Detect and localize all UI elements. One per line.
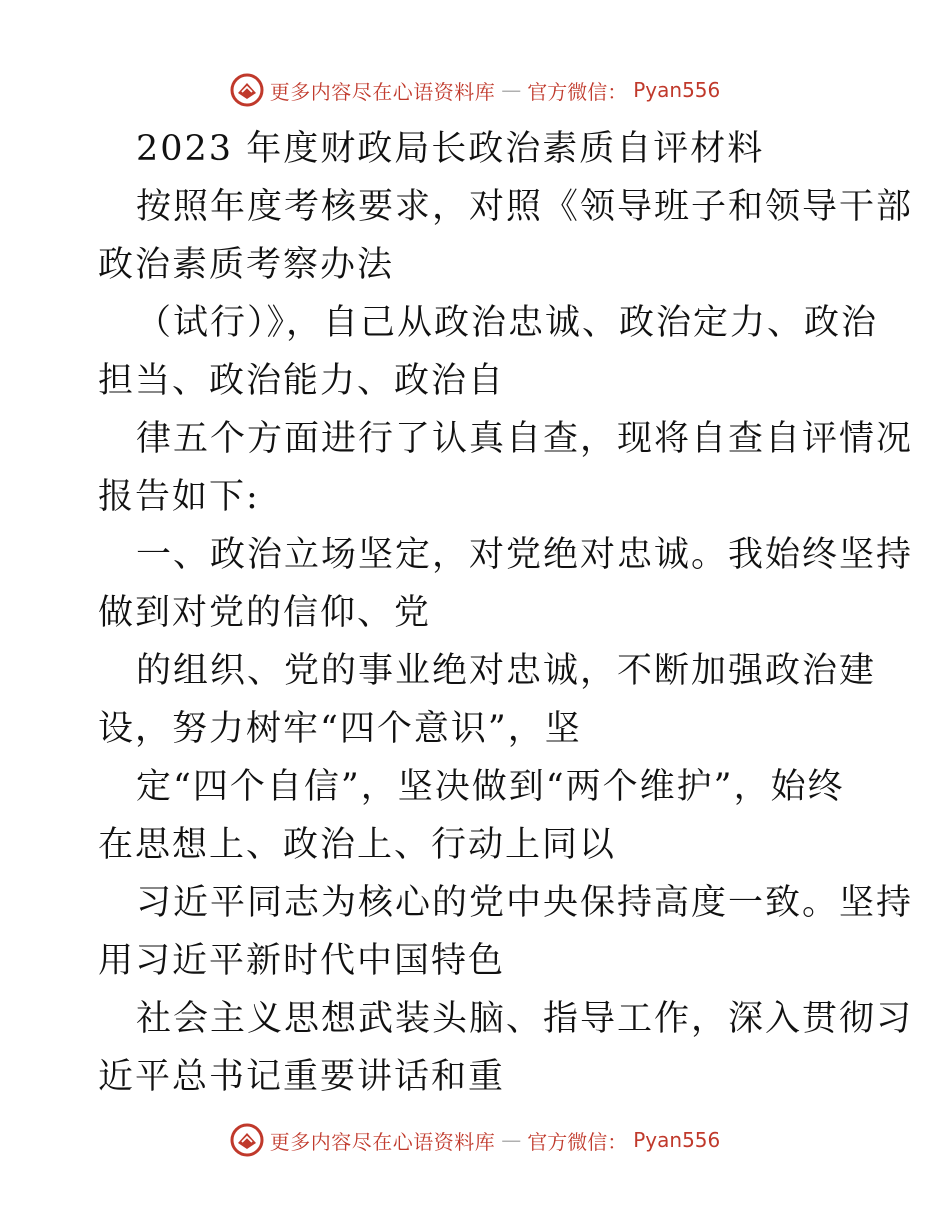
- text-line: 在思想上、政治上、行动上同以: [98, 825, 617, 865]
- text-line: 设，努力树牢“四个意识”，坚: [98, 709, 582, 749]
- text-line: 的组织、党的事业绝对忠诚，不断加强政治建: [136, 651, 877, 691]
- banner-wechat-id: Pyan556: [633, 1128, 721, 1152]
- text-line: （试行）》，自己从政治忠诚、政治定力、政治: [136, 303, 879, 343]
- red-book-logo-icon: [230, 1123, 264, 1157]
- header-banner: [0, 68, 950, 112]
- banner-slogan: 更多内容尽在心语资料库: [269, 1129, 496, 1154]
- text-line: 律五个方面进行了认真自查，现将自查自评情况: [136, 419, 914, 459]
- document-title: 2023 年度财政局长政治素质自评材料: [136, 129, 765, 169]
- banner-wechat-label: 官方微信：: [527, 79, 628, 104]
- text-line: 按照年度考核要求，对照《领导班子和领导干部: [136, 187, 914, 227]
- banner-wechat-id: Pyan556: [633, 78, 721, 102]
- section-heading-line: 一、政治立场坚定，对党绝对忠诚。我始终坚持: [136, 535, 914, 575]
- text-line: 做到对党的信仰、党: [98, 593, 432, 633]
- text-line: 社会主义思想武装头脑、指导工作，深入贯彻习: [136, 999, 914, 1039]
- text-line: 政治素质考察办法: [98, 245, 395, 285]
- document-body: [98, 120, 914, 1106]
- banner-separator: —: [501, 1128, 522, 1152]
- banner-separator: —: [501, 78, 522, 102]
- footer-banner: [0, 1118, 950, 1162]
- banner-slogan: 更多内容尽在心语资料库: [269, 79, 496, 104]
- text-line: 担当、政治能力、政治自: [98, 361, 506, 401]
- red-book-logo-icon: [230, 73, 264, 107]
- text-line: 习近平同志为核心的党中央保持高度一致。坚持: [136, 883, 914, 923]
- text-line: 定“四个自信”，坚决做到“两个维护”，始终: [136, 767, 845, 807]
- text-line: 用习近平新时代中国特色: [98, 941, 506, 981]
- text-line: 报告如下:: [98, 477, 260, 517]
- text-line: 近平总书记重要讲话和重: [98, 1057, 506, 1097]
- banner-wechat-label: 官方微信：: [527, 1129, 628, 1154]
